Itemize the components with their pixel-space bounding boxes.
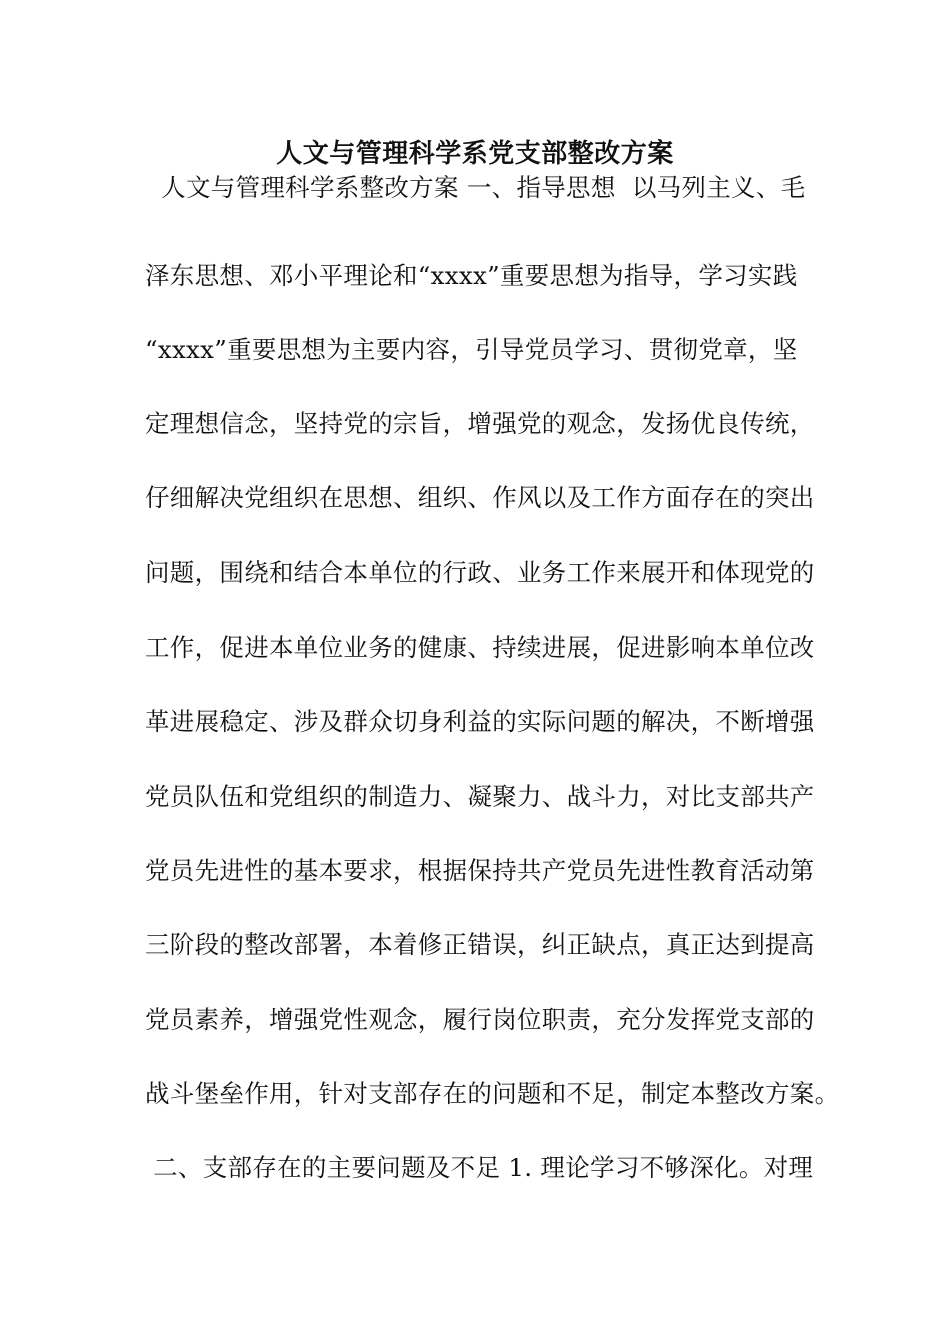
document-title: 人文与管理科学系党支部整改方案 bbox=[276, 139, 674, 169]
body-line: 党员素养，增强党性观念，履行岗位职责，充分发挥党支部的 bbox=[145, 1005, 815, 1034]
body-line: 党员队伍和党组织的制造力、凝聚力、战斗力，对比支部共产 bbox=[145, 782, 815, 811]
body-line: 二、支部存在的主要问题及不足 1. 理论学习不够深化。对理 bbox=[145, 1153, 814, 1182]
body-line: 革进展稳定、涉及群众切身利益的实际问题的解决，不断增强 bbox=[145, 707, 815, 736]
body-line: 党员先进性的基本要求，根据保持共产党员先进性教育活动第 bbox=[145, 856, 815, 885]
body-line: 三阶段的整改部署，本着修正错误，纠正缺点，真正达到提高 bbox=[145, 930, 815, 959]
body-line: 定理想信念，坚持党的宗旨，增强党的观念，发扬优良传统， bbox=[145, 409, 815, 438]
body-line: 泽东思想、邓小平理论和“xxxx”重要思想为指导，学习实践 bbox=[145, 261, 798, 290]
body-line: 人文与管理科学系整改方案 一、指导思想 以马列主义、毛 bbox=[145, 173, 806, 202]
body-line: “xxxx”重要思想为主要内容，引导党员学习、贯彻党章，坚 bbox=[145, 335, 798, 364]
body-line: 仔细解决党组织在思想、组织、作风以及工作方面存在的突出 bbox=[145, 483, 815, 512]
body-line: 工作，促进本单位业务的健康、持续进展，促进影响本单位改 bbox=[145, 633, 815, 662]
body-line: 问题，围绕和结合本单位的行政、业务工作来展开和体现党的 bbox=[145, 558, 815, 587]
body-line: 战斗堡垒作用，针对支部存在的问题和不足，制定本整改方案。 bbox=[145, 1079, 840, 1108]
